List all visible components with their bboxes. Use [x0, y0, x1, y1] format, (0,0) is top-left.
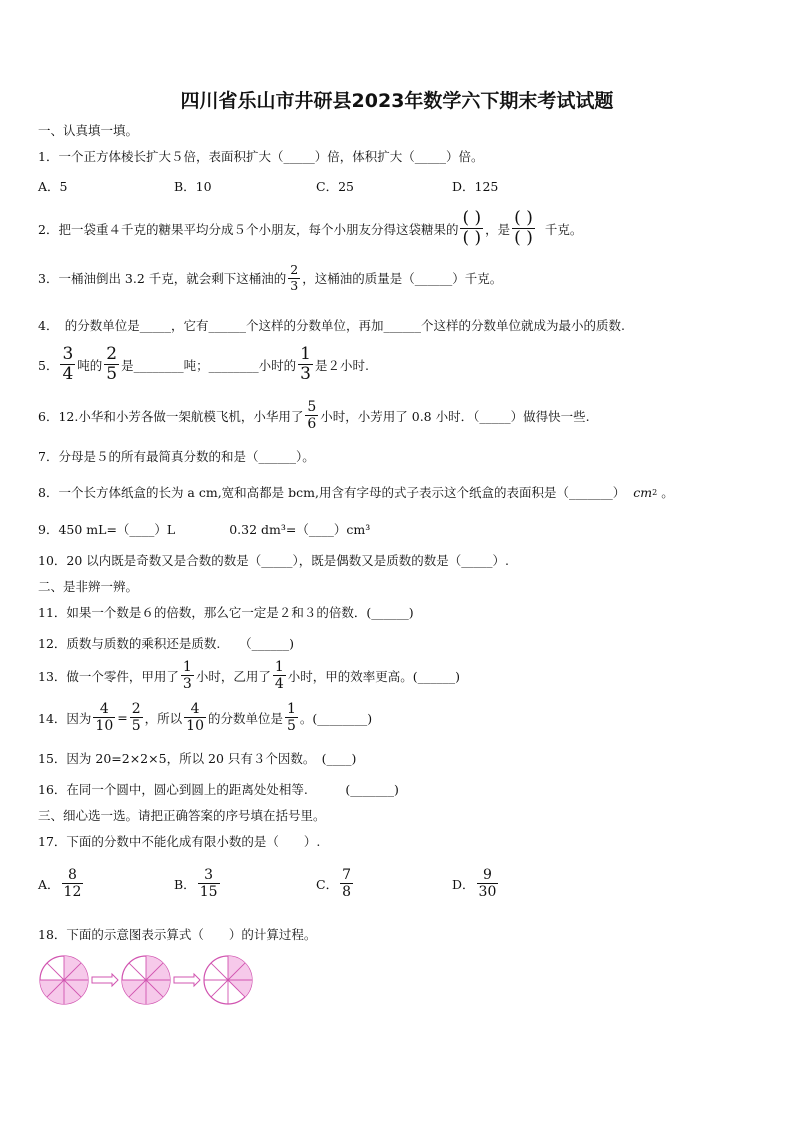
question-4: 4． 的分数单位是_____，它有______个这样的分数单位，再加______个这样的分数单位就成为最小的质数.	[38, 318, 625, 333]
q2-text-post: 千克。	[544, 221, 583, 237]
q17-d-numerator: 9	[482, 867, 492, 883]
q18-circle-2	[122, 956, 170, 1004]
question-6	[38, 400, 590, 431]
q17-option-b	[174, 868, 222, 899]
q14-f3-denominator: 10	[186, 718, 204, 734]
q17-option-b-fraction	[198, 868, 220, 899]
q9-part-a: 9．450 mL=（____）L	[38, 522, 176, 537]
q13-f1-denominator: 3	[182, 676, 192, 692]
q2-blank-denominator-1: ( )	[462, 228, 482, 248]
q17-b-numerator: 3	[204, 867, 214, 883]
q14-f1-denominator: 10	[95, 718, 114, 734]
q13-f2-numerator: 1	[274, 659, 284, 675]
q6-denominator: 6	[307, 416, 317, 432]
question-8	[38, 483, 674, 501]
q13-text-post: 小时，甲的效率更高。(______)	[287, 668, 461, 684]
question-12: 12．质数与质数的乘积还是质数. （______)	[38, 636, 295, 651]
q5-text-3: 是２小时.	[314, 357, 369, 373]
q17-option-a-label: A．	[38, 876, 60, 892]
q2-blank-numerator-2: ( )	[514, 208, 533, 228]
q2-blank-denominator-2: ( )	[514, 228, 533, 248]
q5-text-2: 是________吨；________小时的	[121, 357, 297, 373]
q14-equals: =	[117, 710, 128, 725]
question-2	[38, 210, 582, 247]
q14-f2-denominator: 5	[131, 718, 141, 734]
q18-circle-1	[40, 956, 88, 1004]
q1-option-b: B．10	[174, 179, 212, 194]
q6-text-post: 小时，小芳用了 0.8 小时．（_____）做得快一些.	[320, 408, 590, 424]
section-1-heading: 一、认真填一填。	[38, 123, 139, 138]
question-16: 16．在同一个圆中，圆心到圆上的距离处处相等. (_______)	[38, 782, 399, 797]
q5-fraction-3	[298, 346, 313, 383]
q17-option-c-fraction	[340, 868, 353, 899]
q3-denominator: 3	[290, 277, 299, 293]
question-3	[38, 264, 502, 292]
q6-text-pre: 6．12.小华和小芳各做一架航模飞机，小华用了	[38, 408, 304, 424]
q6-numerator: 5	[307, 399, 317, 415]
question-14	[38, 702, 372, 733]
q2-blank-fraction-1	[460, 210, 483, 247]
question-13	[38, 660, 460, 691]
q13-f1-numerator: 1	[182, 659, 192, 675]
q8-text: 8．一个长方体纸盒的长为 a cm,宽和高都是 bcm,用含有字母的式子表示这个纸盒的表面积是（_______）	[38, 485, 626, 500]
q3-text-post: ，这桶油的质量是（______）千克。	[302, 271, 503, 286]
q5-fraction-2	[104, 346, 119, 383]
q18-fraction-circles-diagram	[36, 952, 256, 1008]
question-1: 1．一个正方体棱长扩大５倍，表面积扩大（_____）倍，体积扩大（_____）倍。	[38, 149, 484, 164]
q14-f3-numerator: 4	[190, 701, 200, 717]
q2-text-pre: 2．把一袋重４千克的糖果平均分成５个小朋友，每个小朋友分得这袋糖果的	[38, 221, 459, 237]
q14-fraction-2	[130, 702, 143, 733]
q13-fraction-1	[181, 660, 194, 691]
q18-arrow-shape	[174, 974, 200, 986]
question-17: 17．下面的分数中不能化成有限小数的是（ ）.	[38, 834, 321, 849]
q17-d-denominator: 30	[478, 884, 497, 900]
q14-f2-numerator: 2	[131, 701, 141, 717]
q17-a-numerator: 8	[67, 867, 77, 883]
section-2-heading: 二、是非辨一辨。	[38, 579, 139, 594]
q14-text-post: 。(________)	[299, 710, 373, 726]
q17-option-d-label: D．	[452, 876, 475, 892]
q17-c-numerator: 7	[342, 867, 351, 883]
question-5	[38, 346, 369, 383]
question-9	[38, 520, 370, 538]
q8-unit: cm	[633, 484, 653, 500]
q6-fraction	[305, 400, 318, 431]
question-11: 11．如果一个数是６的倍数，那么它一定是２和３的倍数．(______)	[38, 605, 414, 620]
q5-f1-denominator: 4	[62, 364, 74, 384]
page-title: 四川省乐山市井研县2023年数学六下期末考试试题	[180, 90, 614, 112]
q14-text-mid: ，所以	[144, 710, 183, 726]
q9-part-b: 0.32 dm³=（____）cm³	[229, 522, 371, 537]
q18-arrow-1	[92, 974, 118, 986]
question-10: 10．20 以内既是奇数又是合数的数是（_____），既是偶数又是质数的数是（_____）.	[38, 553, 510, 568]
q3-text-pre: 3．一桶油倒出 3.2 千克，就会剩下这桶油的	[38, 271, 287, 286]
q14-f4-numerator: 1	[287, 701, 296, 717]
section-3-heading: 三、细心选一选。请把正确答案的序号填在括号里。	[38, 808, 326, 823]
q3-numerator: 2	[290, 262, 299, 277]
q1-option-a: A．5	[38, 179, 68, 194]
q5-text-1: 吨的	[77, 357, 103, 373]
q13-fraction-2	[273, 660, 286, 691]
q14-text-mid2: 的分数单位是	[207, 710, 283, 726]
q2-blank-fraction-2	[512, 210, 535, 247]
q14-fraction-1	[93, 702, 115, 733]
q3-fraction	[288, 264, 300, 292]
q5-f3-denominator: 3	[300, 364, 311, 384]
q14-fraction-3	[184, 702, 206, 733]
q17-option-c-label: C．	[316, 876, 339, 892]
q14-f4-denominator: 5	[287, 718, 296, 734]
q18-arrow-shape	[92, 974, 118, 986]
q17-b-denominator: 15	[199, 884, 218, 900]
q14-f1-numerator: 4	[99, 701, 109, 717]
q2-blank-numerator-1: ( )	[462, 208, 482, 228]
q5-text-pre: 5．	[38, 357, 59, 373]
q5-f3-numerator: 1	[300, 344, 311, 364]
q1-option-c: C．25	[316, 179, 354, 194]
q5-f1-numerator: 3	[62, 344, 74, 364]
q5-fraction-1	[60, 346, 75, 383]
q13-text-mid: 小时，乙用了	[195, 668, 271, 684]
q17-option-c	[316, 868, 355, 899]
q14-fraction-4	[285, 702, 298, 733]
q17-option-a-fraction	[62, 868, 84, 899]
q18-circle-3	[204, 956, 252, 1004]
q17-option-a	[38, 868, 85, 899]
q17-a-denominator: 12	[63, 884, 82, 900]
question-7: 7．分母是５的所有最简真分数的和是（______）。	[38, 449, 315, 464]
q2-text-mid: ，是	[485, 221, 511, 237]
q17-option-d-fraction	[477, 868, 499, 899]
q17-option-d	[452, 868, 500, 899]
q13-f2-denominator: 4	[274, 676, 284, 692]
q18-arrow-2	[174, 974, 200, 986]
q5-f2-denominator: 5	[106, 364, 118, 384]
q1-option-d: D．125	[452, 179, 499, 194]
q13-text-pre: 13．做一个零件，甲用了	[38, 668, 179, 684]
question-15: 15．因为 20=2×2×5，所以 20 只有３个因数。 (____)	[38, 751, 357, 766]
q5-f2-numerator: 2	[106, 344, 118, 364]
q8-end: 。	[661, 485, 674, 500]
q14-text-pre: 14．因为	[38, 710, 92, 726]
q17-c-denominator: 8	[342, 884, 351, 900]
q17-option-b-label: B．	[174, 876, 196, 892]
question-18: 18．下面的示意图表示算式（ ）的计算过程。	[38, 927, 317, 942]
q8-unit-exponent: 2	[652, 487, 658, 497]
